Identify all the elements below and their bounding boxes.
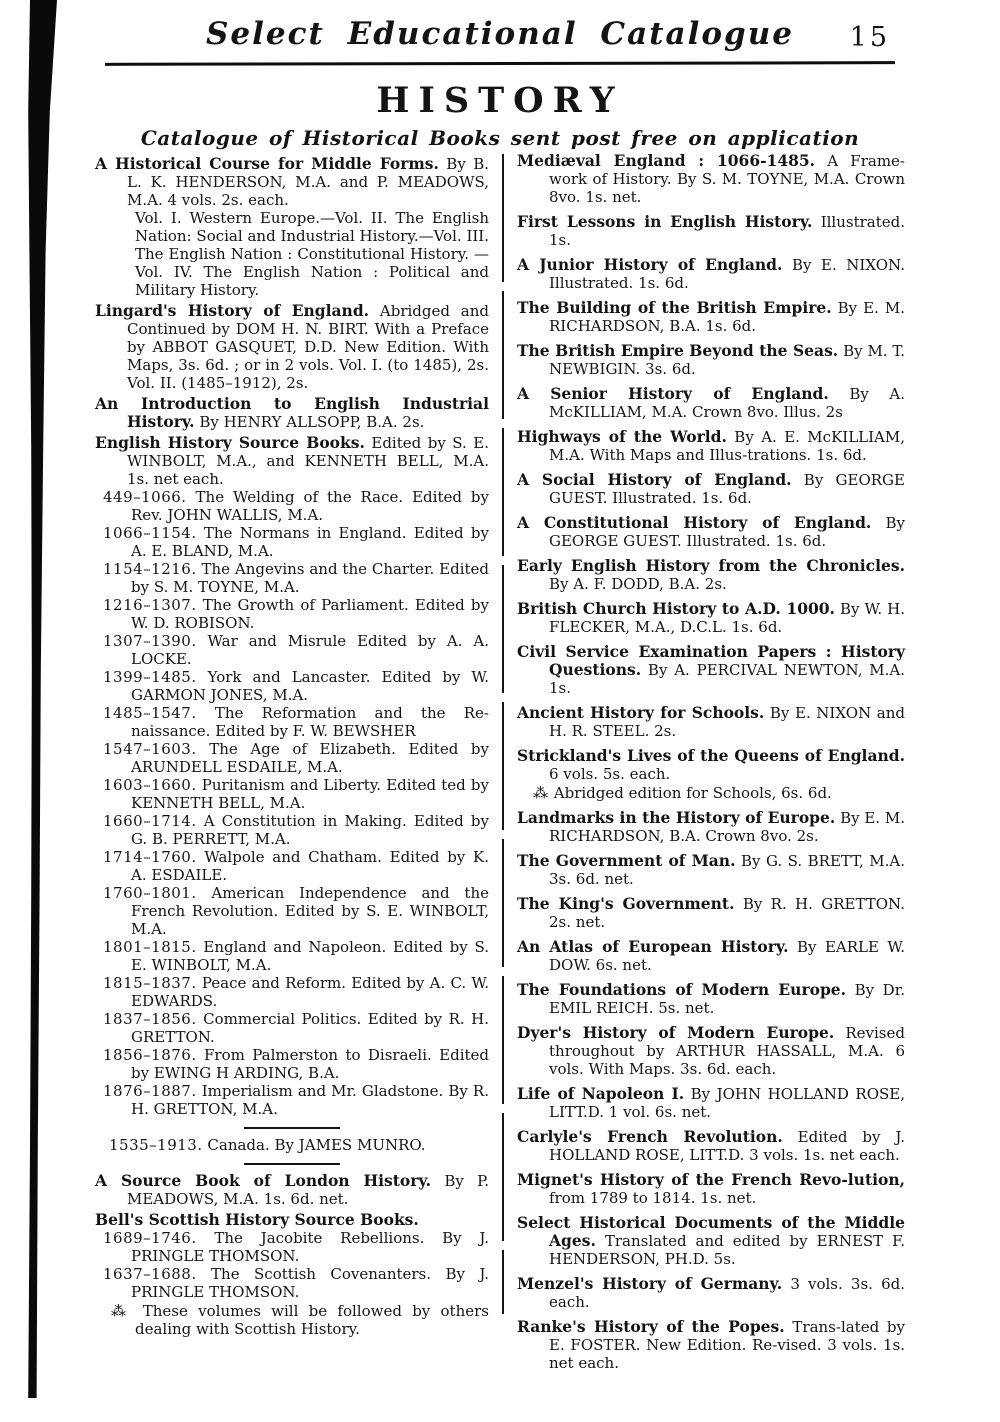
entry-title: The Foundations of Modern Europe. <box>517 980 847 999</box>
entry-title: An Atlas of European History. <box>517 937 789 956</box>
entry-volume-list: Vol. I. Western Europe.—Vol. II. The English Nation: Social and Industrial History.—Vol. III. The English Nation : Constitutional History. — Vol. IV. The English Nation : Political and Military History. <box>135 209 489 299</box>
footnote: ⁂ Abridged edition for Schools, 6s. 6d. <box>533 784 832 802</box>
catalog-entry: Dyer's History of Modern Europe. Revised throughout by ARTHUR HASSALL, M.A. 6 vols. With Maps. 3s. 6d. each. <box>517 1023 905 1078</box>
catalog-entry: Civil Service Examination Papers : History Questions. By A. PERCIVAL NEWTON, M.A. 1s. <box>517 642 905 697</box>
catalog-entry: Strickland's Lives of the Queens of England. 6 vols. 5s. each. <box>517 746 905 783</box>
catalog-subentry: 1815–1837. Peace and Reform. Edited by A. C. W. EDWARDS. <box>103 974 489 1010</box>
entry-date-range: 1876–1887. <box>103 1082 197 1100</box>
divider-rule <box>244 1163 340 1165</box>
entry-title: A Constitutional History of England. <box>517 513 872 532</box>
catalog-subentry: 1216–1307. The Growth of Parliament. Edited by W. D. ROBISON. <box>103 596 489 632</box>
entry-title: Carlyle's French Revolution. <box>517 1127 783 1146</box>
catalog-subentry: 1066–1154. The Normans in England. Edited by A. E. BLAND, M.A. <box>103 524 489 560</box>
catalog-entry: Ancient History for Schools. By E. NIXON and H. R. STEEL. 2s. <box>517 703 905 740</box>
entry-date-range: 1801–1815. <box>103 938 197 956</box>
scan-edge-artifact <box>0 0 60 1398</box>
entry-title: A Junior History of England. <box>517 255 783 274</box>
entry-title: An Introduction to English Industrial History. <box>95 394 489 431</box>
entry-title: Mediæval England : 1066-1485. <box>517 151 816 170</box>
entry-title: The British Empire Beyond the Seas. <box>517 341 839 360</box>
catalog-subentry: 1547–1603. The Age of Elizabeth. Edited by ARUNDELL ESDAILE, M.A. <box>103 740 489 776</box>
catalog-subentry: 1837–1856. Commercial Politics. Edited by R. H. GRETTON. <box>103 1010 489 1046</box>
catalog-subentry: 1856–1876. From Palmerston to Disraeli. Edited by EWING H ARDING, B.A. <box>103 1046 489 1082</box>
catalog-subentry: 1876–1887. Imperialism and Mr. Gladstone. By R. H. GRETTON, M.A. <box>103 1082 489 1118</box>
entry-date-range: 1603–1660. <box>103 776 197 794</box>
entry-title: Life of Napoleon I. <box>517 1084 685 1103</box>
catalog-entry: Highways of the World. By A. E. McKILLIAM, M.A. With Maps and Illus-trations. 1s. 6d. <box>517 427 906 464</box>
catalog-subentry: 1154–1216. The Angevins and the Charter. Edited by S. M. TOYNE, M.A. <box>103 560 489 596</box>
catalog-subentry: 1714–1760. Walpole and Chatham. Edited by K. A. ESDAILE. <box>103 848 489 884</box>
entry-date-range: 1154–1216. <box>103 560 197 578</box>
entry-title: A Senior History of England. <box>517 384 829 403</box>
catalog-subentry: 1399–1485. York and Lancaster. Edited by W. GARMON JONES, M.A. <box>103 668 489 704</box>
left-column <box>95 152 489 1338</box>
catalog-subentry: 1485–1547. The Reformation and the Re-naissance. Edited by F. W. BEWSHER <box>103 704 489 740</box>
catalog-entry: Mignet's History of the French Revo-lution, from 1789 to 1814. 1s. net. <box>517 1170 905 1207</box>
entry-date-range: 1815–1837. <box>103 974 197 992</box>
catalog-subentry: 1307–1390. War and Misrule Edited by A. A. LOCKE. <box>103 632 489 668</box>
catalog-entry: A Junior History of England. By E. NIXON. Illustrated. 1s. 6d. <box>517 255 905 292</box>
catalog-entry: An Atlas of European History. By EARLE W. DOW. 6s. net. <box>517 937 905 974</box>
catalog-entry: A Historical Course for Middle Forms. By B. L. K. HENDERSON, M.A. and P. MEADOWS, M.A. 4 vols. 2s. each. Vol. I. Western Europe.—Vol. II. The English Nation: Social and Industrial History.—Vol. III. The English Nation : Constitutional History. — Vol. IV. The English Nation : Political and Military History. <box>95 154 490 299</box>
catalog-entry: Landmarks in the History of Europe. By E. M. RICHARDSON, B.A. Crown 8vo. 2s. <box>517 808 905 845</box>
entry-title: Menzel's History of Germany. <box>517 1274 783 1293</box>
asterism-icon: ⁂ <box>111 1302 133 1320</box>
entry-date-range: 1660–1714. <box>103 812 197 830</box>
entry-title: Bell's Scottish History Source Books. <box>95 1210 419 1229</box>
catalogue-columns <box>95 152 907 1372</box>
entry-title: British Church History to A.D. 1000. <box>517 599 835 618</box>
catalog-subentry: 449–1066. The Welding of the Race. Edited by Rev. JOHN WALLIS, M.A. <box>103 488 489 524</box>
entry-date-range: 1760–1801. <box>103 884 197 902</box>
entry-title: A Historical Course for Middle Forms. <box>95 154 439 173</box>
right-column <box>517 152 905 1372</box>
catalog-entry: Select Historical Documents of the Middle Ages. Translated and edited by ERNEST F. HENDERSON, PH.D. 5s. <box>517 1213 905 1268</box>
entry-date-range: 1066–1154. <box>103 524 197 542</box>
entry-title: Mignet's History of the French Revo-lution, <box>517 1170 905 1189</box>
catalog-entry: The Government of Man. By G. S. BRETT, M.A. 3s. 6d. net. <box>517 851 905 888</box>
page-number: 15 <box>849 22 890 53</box>
catalog-entry: An Introduction to English Industrial History. By HENRY ALLSOPP, B.A. 2s. <box>95 394 489 431</box>
catalog-subentry: 1801–1815. England and Napoleon. Edited by S. E. WINBOLT, M.A. <box>103 938 489 974</box>
catalog-subentry: 1637–1688. The Scottish Covenanters. By J. PRINGLE THOMSON. <box>103 1265 489 1301</box>
divider-rule <box>244 1127 340 1129</box>
entry-title: Highways of the World. <box>517 427 727 446</box>
catalog-entry: A Senior History of England. By A. McKILLIAM, M.A. Crown 8vo. Illus. 2s <box>517 384 905 421</box>
entry-date-range: 449–1066. <box>103 488 187 506</box>
catalog-entry: Mediæval England : 1066-1485. A Frame-work of History. By S. M. TOYNE, M.A. Crown 8vo. 1s. net. <box>517 151 905 206</box>
asterism-icon: ⁂ <box>533 784 549 802</box>
entry-date-range: 1216–1307. <box>103 596 197 614</box>
entry-date-range: 1837–1856. <box>103 1010 197 1028</box>
entry-date-range: 1399–1485. <box>103 668 197 686</box>
catalog-subentry: 1535–1913. Canada. By JAMES MUNRO. <box>109 1136 426 1154</box>
entry-title: A Source Book of London History. <box>95 1171 432 1190</box>
entry-date-range: 1856–1876. <box>103 1046 197 1064</box>
catalog-entry: The Building of the British Empire. By E. M. RICHARDSON, B.A. 1s. 6d. <box>517 298 905 335</box>
catalog-entry: The British Empire Beyond the Seas. By M. T. NEWBIGIN. 3s. 6d. <box>517 341 905 378</box>
section-title: HISTORY <box>376 80 624 121</box>
column-divider <box>502 154 504 1314</box>
entry-date-range: 1547–1603. <box>103 740 197 758</box>
entry-title: First Lessons in English History. <box>517 212 813 231</box>
catalog-subentry: 1603–1660. Puritanism and Liberty. Edited ted by KENNETH BELL, M.A. <box>103 776 489 812</box>
catalog-entry: Menzel's History of Germany. 3 vols. 3s. 6d. each. <box>517 1274 905 1311</box>
catalog-entry: Life of Napoleon I. By JOHN HOLLAND ROSE, LITT.D. 1 vol. 6s. net. <box>517 1084 905 1121</box>
catalog-subentry: 1689–1746. The Jacobite Rebellions. By J. PRINGLE THOMSON. <box>103 1229 489 1265</box>
entry-title: A Social History of England. <box>517 470 792 489</box>
catalog-entry: A Constitutional History of England. By GEORGE GUEST. Illustrated. 1s. 6d. <box>517 513 905 550</box>
catalog-entry: The Foundations of Modern Europe. By Dr. EMIL REICH. 5s. net. <box>517 980 905 1017</box>
catalog-entry: Carlyle's French Revolution. Edited by J. HOLLAND ROSE, LITT.D. 3 vols. 1s. net each. <box>517 1127 905 1164</box>
entry-date-range: 1485–1547. <box>103 704 197 722</box>
entry-title: English History Source Books. <box>95 433 365 452</box>
catalog-entry: First Lessons in English History. Illustrated. 1s. <box>517 212 905 249</box>
entry-title: Lingard's History of England. <box>95 301 370 320</box>
entry-date-range: 1689–1746. <box>103 1229 197 1247</box>
catalog-entry: British Church History to A.D. 1000. By W. H. FLECKER, M.A., D.C.L. 1s. 6d. <box>517 599 905 636</box>
entry-title: The Government of Man. <box>517 851 736 870</box>
entry-title: Early English History from the Chronicles. <box>517 556 905 575</box>
header-rule <box>105 61 895 66</box>
entry-title: Dyer's History of Modern Europe. <box>517 1023 835 1042</box>
entry-title: The Building of the British Empire. <box>517 298 832 317</box>
catalog-entry: Early English History from the Chronicles. By A. F. DODD, B.A. 2s. <box>517 556 905 593</box>
catalog-entry <box>95 1211 489 1229</box>
catalog-subentry: 1660–1714. A Constitution in Making. Edited by G. B. PERRETT, M.A. <box>103 812 489 848</box>
entry-title: Landmarks in the History of Europe. <box>517 808 836 827</box>
running-title: Select Educational Catalogue <box>206 16 794 52</box>
entry-title: The King's Government. <box>517 894 735 913</box>
catalog-entry: A Social History of England. By GEORGE GUEST. Illustrated. 1s. 6d. <box>517 470 905 507</box>
catalog-subentry: 1760–1801. American Independence and the French Revolution. Edited by S. E. WINBOLT, M.A. <box>103 884 489 938</box>
entry-date-range: 1535–1913. <box>109 1136 203 1154</box>
entry-date-range: 1307–1390. <box>103 632 197 650</box>
section-subtitle: Catalogue of Historical Books sent post free on application <box>140 126 860 150</box>
catalog-entry: The King's Government. By R. H. GRETTON. 2s. net. <box>517 894 905 931</box>
catalog-entry: Lingard's History of England. Abridged and Continued by DOM H. N. BIRT. With a Preface by ABBOT GASQUET, D.D. New Edition. With Maps, 3s. 6d. ; or in 2 vols. Vol. I. (to 1485), 2s. Vol. II. (1485–1912), 2s. <box>95 301 489 392</box>
entry-title: Select Historical Documents of the Middle Ages. <box>517 1213 905 1250</box>
entry-title: Ancient History for Schools. <box>517 703 765 722</box>
catalog-entry: Ranke's History of the Popes. Trans-lated by E. FOSTER. New Edition. Re-vised. 3 vols. 1s. net each. <box>517 1317 905 1372</box>
entry-title: Civil Service Examination Papers : History Questions. <box>517 642 905 679</box>
entry-title: Strickland's Lives of the Queens of England. <box>517 746 905 765</box>
catalog-entry: A Source Book of London History. By P. MEADOWS, M.A. 1s. 6d. net. <box>95 1171 489 1208</box>
entry-date-range: 1637–1688. <box>103 1265 197 1283</box>
entry-date-range: 1714–1760. <box>103 848 197 866</box>
entry-title: Ranke's History of the Popes. <box>517 1317 785 1336</box>
footnote: ⁂ These volumes will be followed by others dealing with Scottish History. <box>111 1302 489 1338</box>
catalog-entry: English History Source Books. Edited by S. E. WINBOLT, M.A., and KENNETH BELL, M.A. 1s. net each. <box>95 433 490 488</box>
